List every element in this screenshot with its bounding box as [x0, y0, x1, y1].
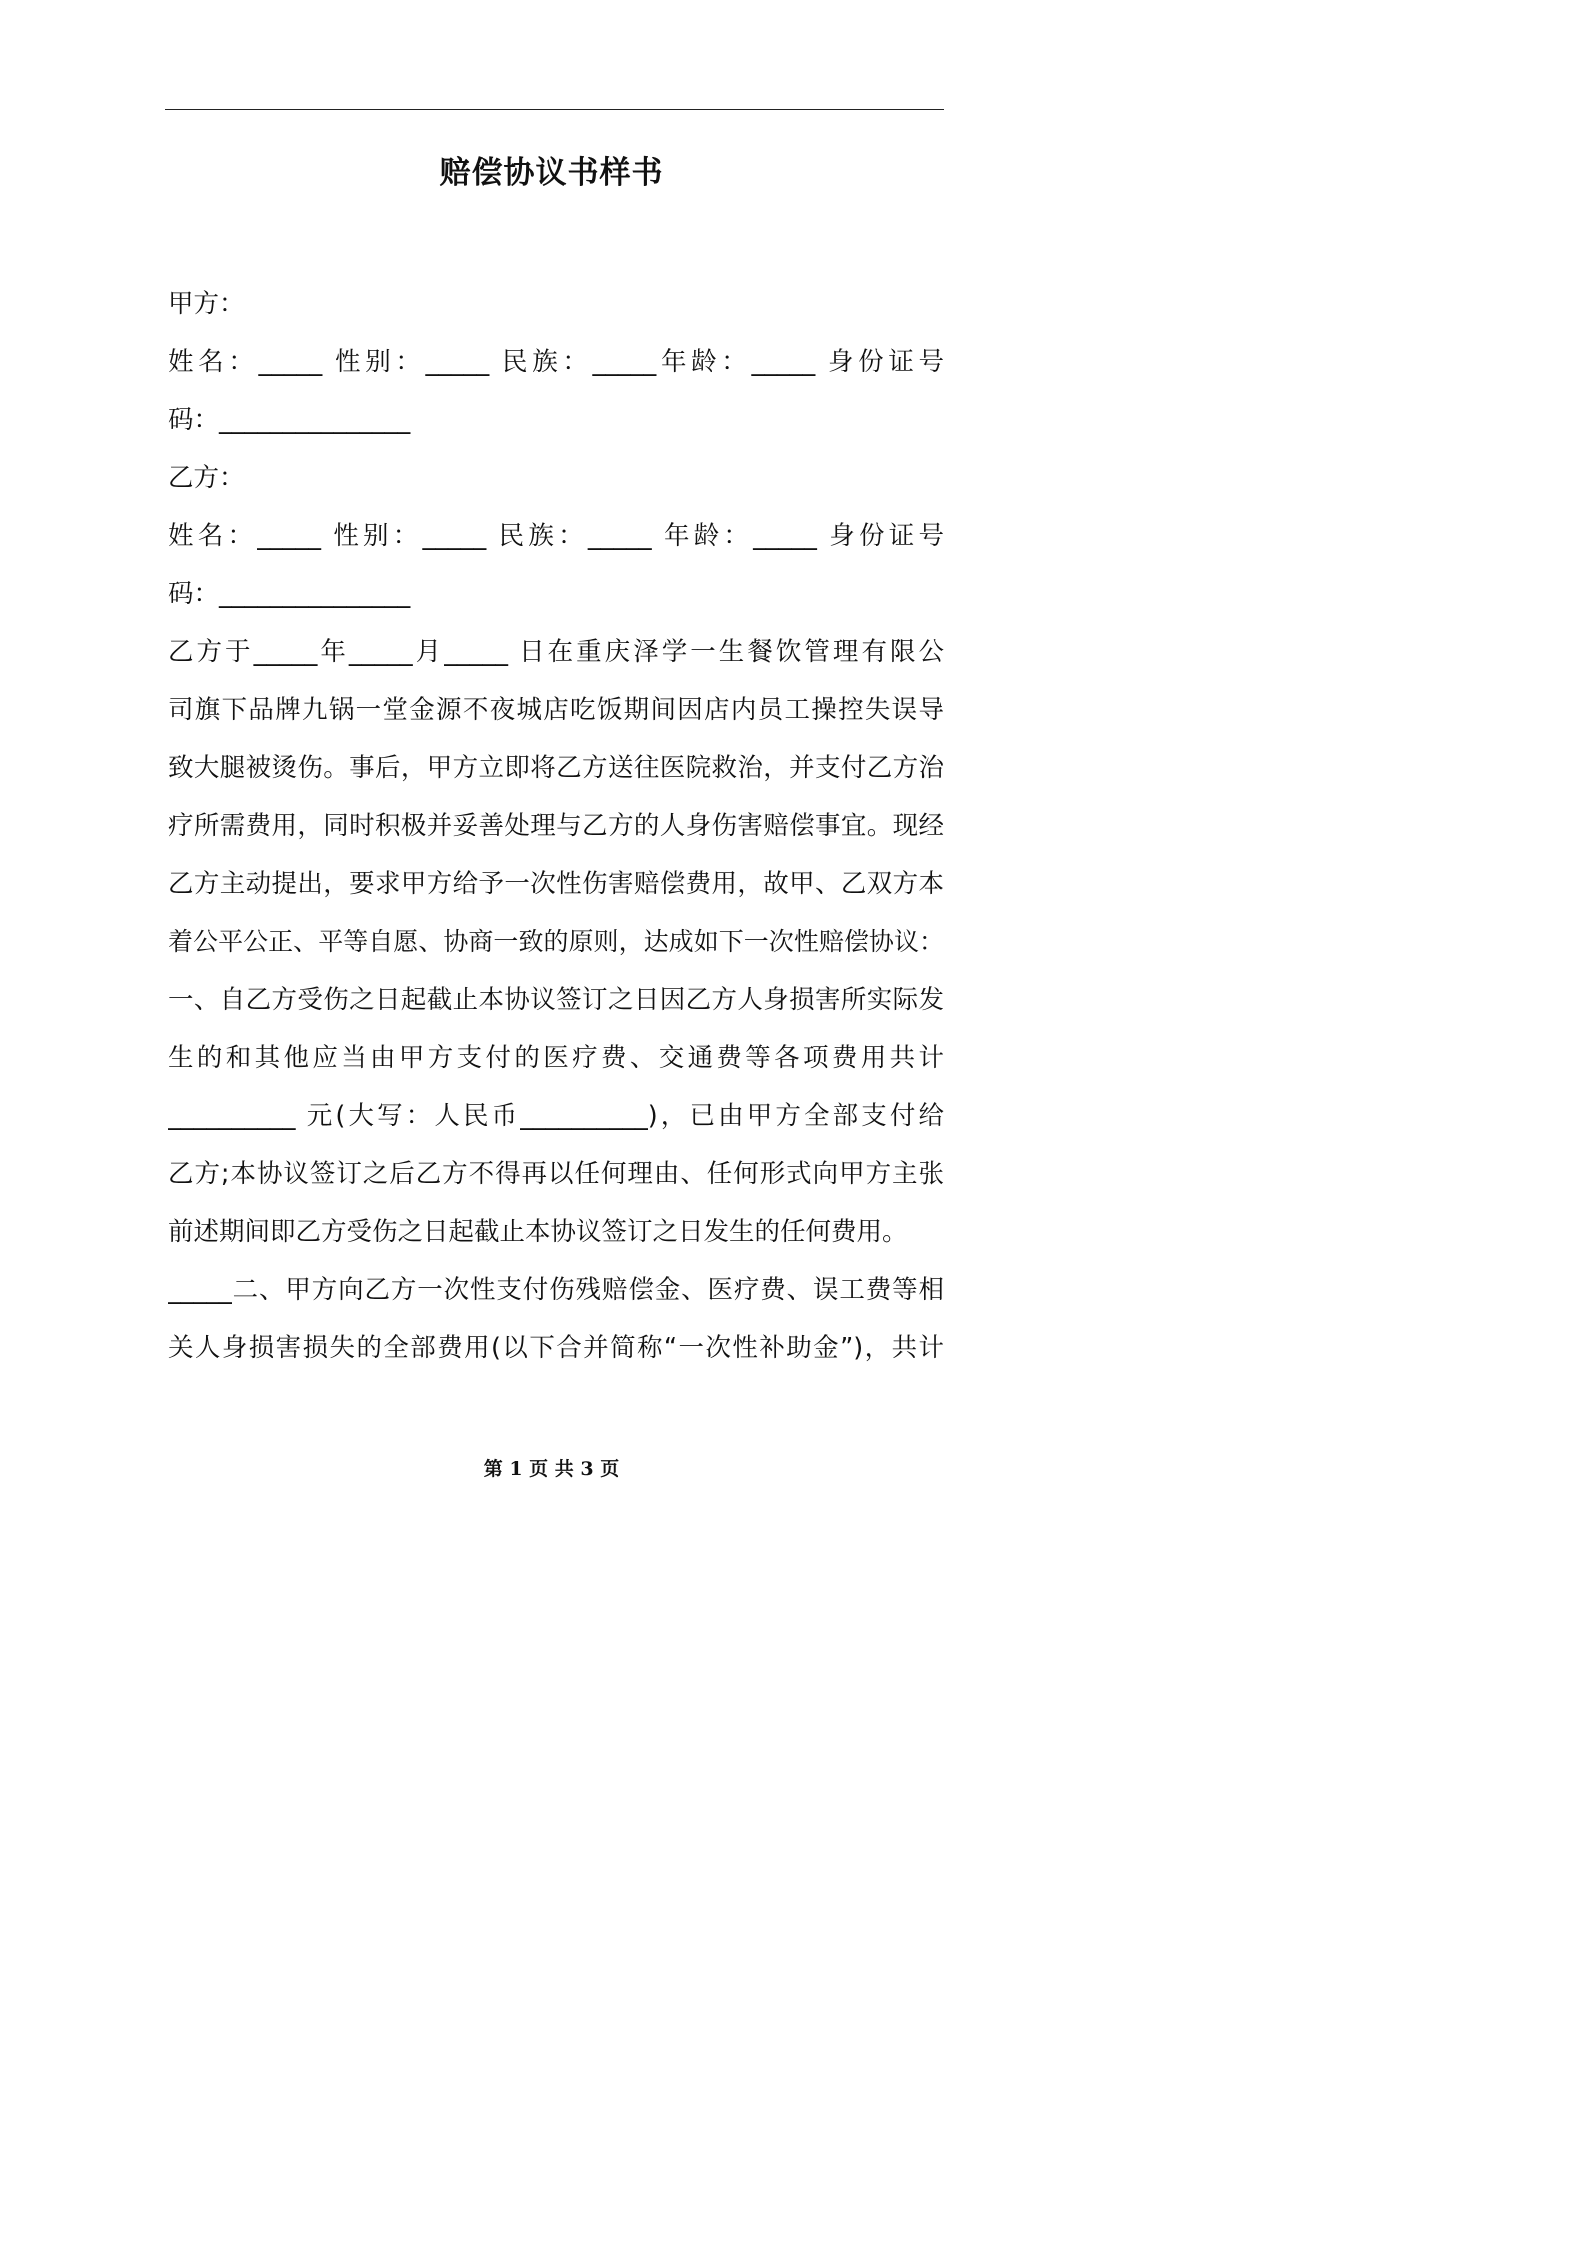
paragraph-line: 乙方于_____年_____月_____ 日在重庆泽学一生餐饮管理有限公 [168, 637, 944, 667]
paragraph-line: 着公平公正、平等自愿、协商一致的原则，达成如下一次性赔偿协议： [168, 927, 944, 956]
header-rule [165, 109, 944, 110]
paragraph-line: 乙方主动提出，要求甲方给予一次性伤害赔偿费用，故甲、乙双方本 [168, 869, 944, 899]
clause-line: 关人身损害损失的全部费用(以下合并简称“一次性补助金”)，共计 [168, 1333, 944, 1363]
paragraph-line: 致大腿被烫伤。事后，甲方立即将乙方送往医院救治，并支付乙方治 [168, 753, 944, 783]
page-indicator: 第 1 页 共 3 页 [483, 1458, 620, 1480]
party-b-heading: 乙方： [168, 463, 245, 493]
clause-line: 前述期间即乙方受伤之日起截止本协议签订之日发生的任何费用。 [168, 1217, 908, 1247]
paragraph-line: 司旗下品牌九锅一堂金源不夜城店吃饭期间因店内员工操控失误导 [168, 695, 944, 725]
clause-line: __________ 元(大写：人民币__________)，已由甲方全部支付给 [168, 1101, 944, 1131]
party-a-heading: 甲方： [168, 289, 245, 319]
party-a-info-line: 姓名：_____ 性别：_____ 民族：_____年龄：_____ 身份证号 [168, 347, 944, 377]
clause-line: 一、自乙方受伤之日起截止本协议签订之日因乙方人身损害所实际发 [168, 985, 944, 1015]
clause-line: _____二、甲方向乙方一次性支付伤残赔偿金、医疗费、误工费等相 [168, 1275, 944, 1305]
clause-line: 生的和其他应当由甲方支付的医疗费、交通费等各项费用共计 [168, 1043, 944, 1073]
paragraph-line: 疗所需费用，同时积极并妥善处理与乙方的人身伤害赔偿事宜。现经 [168, 811, 944, 841]
party-a-id-line: 码：_______________ [168, 405, 411, 435]
party-b-id-line: 码：_______________ [168, 579, 411, 609]
clause-line: 乙方;本协议签订之后乙方不得再以任何理由、任何形式向甲方主张 [168, 1159, 944, 1189]
party-b-info-line: 姓名：_____ 性别：_____ 民族：_____ 年龄：_____ 身份证号 [168, 521, 944, 551]
document-title: 赔偿协议书样书 [439, 155, 664, 191]
